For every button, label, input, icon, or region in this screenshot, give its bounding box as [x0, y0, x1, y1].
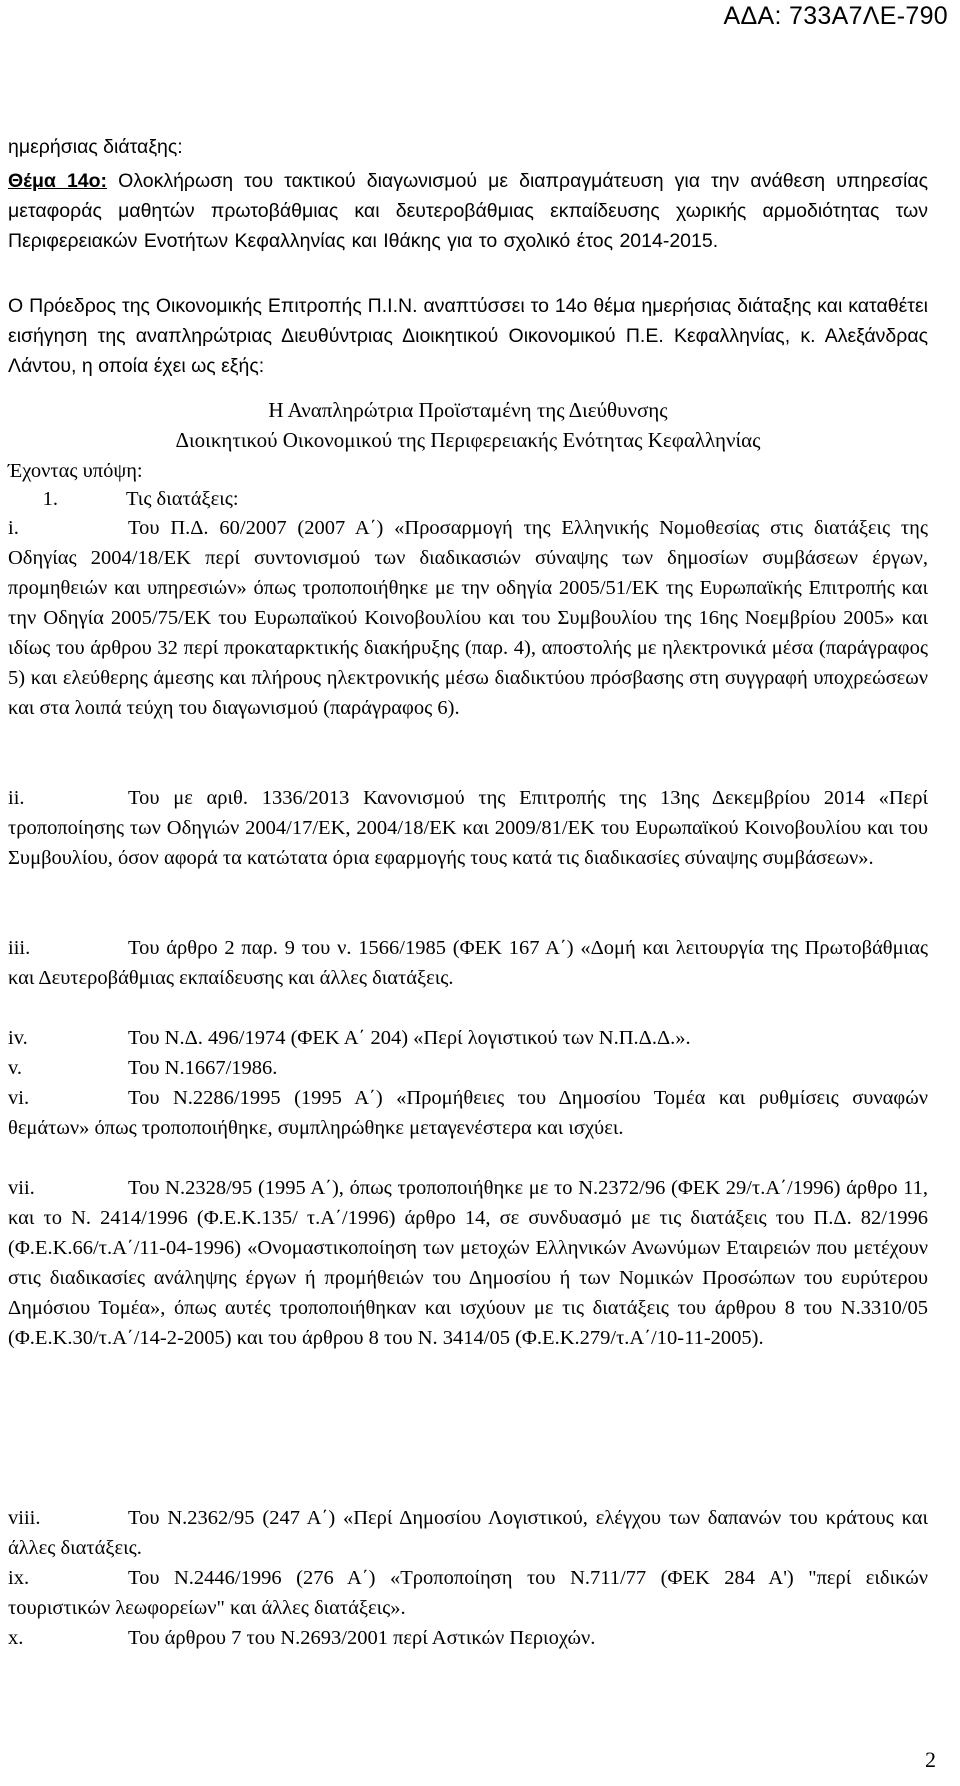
provision-text: Του άρθρου 7 του Ν.2693/2001 περί Αστικών Περιοχών.: [128, 1627, 596, 1649]
provision-viii: [8, 1503, 928, 1563]
provision-text: Του Ν.1667/1986.: [128, 1057, 278, 1079]
provision-number: iii.: [8, 937, 31, 959]
provision-text: Του Π.Δ. 60/2007 (2007 Α΄) «Προσαρμογή της Ελληνικής Νομοθεσίας στις διατάξεις της Οδηγίας 2004/18/ΕΚ περί συντονισμού των διαδικασιών σύναψης των δημοσίων συμβάσεων έργων, προμηθειών και υπηρεσιών» όπως τροποποιήθηκε με την οδηγία 2005/51/ΕΚ της Ευρωπαϊκής Επιτροπής και την Οδηγία 2005/75/ΕΚ του Ευρωπαϊκού Κοινοβουλίου και του Συμβουλίου της 16ης Νοεμβρίου 2005» και ιδίως του άρθρου 32 περί προκαταρκτικής διακήρυξης (παρ. 4), αποστολής με ηλεκτρονικά μέσα (παράγραφος 5) και ελεύθερης άμεσης και πλήρους ηλεκτρονικής μέσω διαδικτύου πρόσβασης στη συγγραφή υποχρεώσεων και στα λοιπά τεύχη του διαγωνισμού (παράγραφος 6).: [8, 517, 928, 719]
provision-text: Του άρθρο 2 παρ. 9 του ν. 1566/1985 (ΦΕΚ 167 Α΄) «Δομή και λειτουργία της Πρωτοβάθμιας και Δευτεροβάθμιας εκπαίδευσης και άλλες διατάξεις.: [8, 937, 928, 989]
provision-text: Του Ν.2362/95 (247 Α΄) «Περί Δημοσίου Λογιστικού, ελέγχου των δαπανών του κράτους και άλλες διατάξεις.: [8, 1507, 928, 1559]
provision-number: ii.: [8, 787, 25, 809]
item-1-text: Τις διατάξεις:: [126, 488, 239, 510]
provision-vi: [8, 1083, 928, 1143]
provision-number: viii.: [8, 1507, 41, 1529]
provision-text: Του Ν.2446/1996 (276 Α΄) «Τροποποίηση του Ν.711/77 (ΦΕΚ 284 Α') "περί ειδικών τουριστικών λεωφορείων" και άλλες διατάξεις».: [8, 1567, 928, 1619]
page-number: 2: [925, 1747, 936, 1772]
provision-ix: [8, 1563, 928, 1623]
provision-number: vii.: [8, 1177, 35, 1199]
item-1: [8, 484, 928, 514]
report-title-line2: Διοικητικού Οικονομικού της Περιφερειακής Ενότητας Κεφαλληνίας: [175, 428, 761, 452]
provision-number: i.: [8, 517, 19, 539]
provision-text: Του Ν.Δ. 496/1974 (ΦΕΚ Α΄ 204) «Περί λογιστικού των Ν.Π.Δ.Δ.».: [128, 1027, 691, 1049]
topic-text: Ολοκλήρωση του τακτικού διαγωνισμού με διαπραγμάτευση για την ανάθεση υπηρεσίας μεταφοράς μαθητών πρωτοβάθμιας και δευτεροβάθμιας εκπαίδευσης χωρικής αρμοδιότητας των Περιφερειακών Ενοτήτων Κεφαλληνίας και Ιθάκης για το σχολικό έτος 2014-2015.: [8, 170, 928, 252]
topic-paragraph: [8, 166, 928, 256]
having-regard: Έχοντας υπόψη:: [8, 460, 143, 482]
provision-number: iv.: [8, 1027, 28, 1049]
provision-number: x.: [8, 1627, 24, 1649]
provision-vii: [8, 1173, 928, 1353]
provision-text: Του με αριθ. 1336/2013 Κανονισμού της Επιτροπής της 13ης Δεκεμβρίου 2014 «Περί τροποποίησης των Οδηγιών 2004/17/ΕΚ, 2004/18/ΕΚ και 2009/81/ΕΚ του Ευρωπαϊκού Κοινοβουλίου και του Συμβουλίου, όσον αφορά τα κατώτατα όρια εφαρμογής τους κατά τις διαδικασίες σύναψης συμβάσεων».: [8, 787, 928, 869]
provision-v: [8, 1053, 928, 1083]
provision-iii: [8, 933, 928, 993]
provision-iv: [8, 1023, 928, 1053]
provision-number: v.: [8, 1057, 23, 1079]
provision-number: vi.: [8, 1087, 30, 1109]
provision-i: [8, 513, 928, 723]
report-title-line1: Η Αναπληρώτρια Προϊσταμένη της Διεύθυνσης: [268, 398, 668, 422]
intro-paragraph: Ο Πρόεδρος της Οικονομικής Επιτροπής Π.Ι.Ν. αναπτύσσει το 14ο θέμα ημερήσιας διάταξης και καταθέτει εισήγηση της αναπληρώτριας Διευθύντριας Διοικητικού Οικονομικού Π.Ε. Κεφαλληνίας, κ. Αλεξάνδρας Λάντου, η οποία έχει ως εξής:: [8, 295, 928, 377]
agenda-heading: ημερήσιας διάταξης:: [8, 136, 183, 158]
provision-text: Του Ν.2286/1995 (1995 Α΄) «Προμήθειες του Δημοσίου Τομέα και ρυθμίσεις συναφών θεμάτων» όπως τροποποιήθηκε, συμπληρώθηκε μεταγενέστερα και ισχύει.: [8, 1087, 928, 1139]
item-1-number: 1.: [42, 488, 58, 510]
provision-text: Του Ν.2328/95 (1995 Α΄), όπως τροποποιήθηκε με το Ν.2372/96 (ΦΕΚ 29/τ.Α΄/1996) άρθρο 11, και το Ν. 2414/1996 (Φ.Ε.Κ.135/ τ.Α΄/1996) άρθρο 14, σε συνδυασμό με τις διατάξεις του Π.Δ. 82/1996 (Φ.Ε.Κ.66/τ.Α΄/11-04-1996) «Ονομαστικοποίηση των μετοχών Ελληνικών Ανωνύμων Εταιρειών που μετέχουν στις διαδικασίες ανάληψης έργων ή προμήθειών του Δημοσίου ή των Νομικών Προσώπων του ευρύτερου Δημόσιου Τομέα», όπως αυτές τροποποιήθηκαν και ισχύουν με τις διατάξεις του άρθρου 8 του Ν.3310/05 (Φ.Ε.Κ.30/τ.Α΄/14-2-2005) και του άρθρου 8 του Ν. 3414/05 (Φ.Ε.Κ.279/τ.Α΄/10-11-2005).: [8, 1177, 928, 1349]
provision-ii: [8, 783, 928, 873]
ada-code: ΑΔΑ: 733Α7ΛΕ-790: [723, 2, 948, 30]
topic-label: Θέμα 14ο:: [8, 170, 108, 192]
provision-number: ix.: [8, 1567, 30, 1589]
provision-x: [8, 1623, 928, 1653]
